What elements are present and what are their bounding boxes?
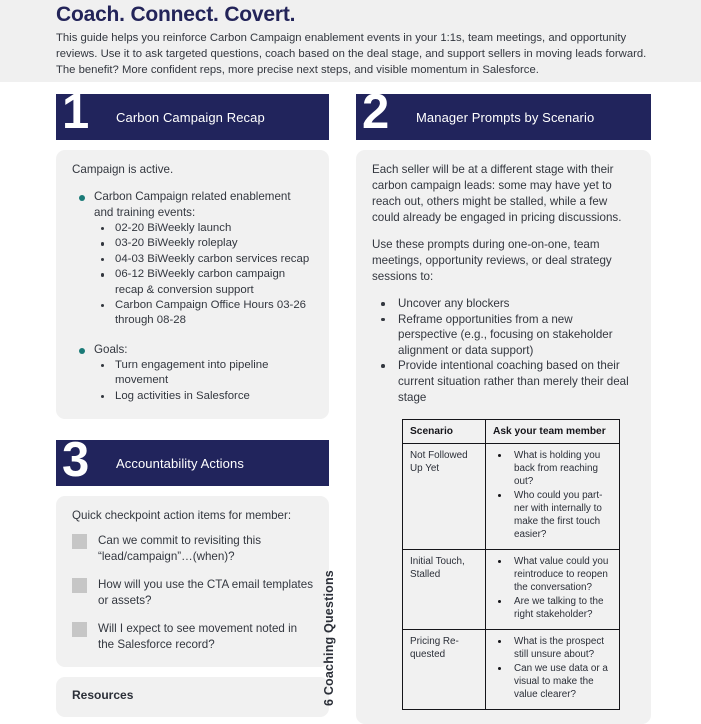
check-item-label: How will you use the CTA email templates or assets? [98,578,313,607]
column-header-ask: Ask your team member [486,420,620,444]
check-item-label: Can we commit to revisiting this “lead/campaign”…(when)? [98,534,262,563]
section-3-panel [56,496,329,667]
list-item: Uncover any blockers [372,296,635,312]
section-3-header [56,433,329,488]
list-item: Can we use data or a visual to make the value clearer? [493,662,613,701]
resources-panel [56,677,329,717]
content-columns [0,82,701,724]
list-item: Provide intentional coaching based on their current situation rather than merely their deal stage [372,358,635,405]
coaching-questions-label: 6 Coaching Questions [322,570,336,707]
page-banner [0,0,701,82]
coaching-questions-table [402,419,620,710]
list-item: What is holding you back from reaching out? [493,449,613,488]
cell-scenario: Initial Touch, Stalled [403,550,486,630]
cell-questions [486,550,620,630]
cell-scenario: Not Followed Up Yet [403,444,486,550]
section-1-header [56,85,329,140]
section-1-number: 1 [62,85,88,139]
campaign-status-text: Campaign is active. [72,163,174,176]
list-item: Carbon Campaign Office Hours 03-26 through 08-28 [94,298,313,329]
section-1-panel [56,150,329,419]
section-2-paragraph-1: Each seller will be at a different stage with their carbon campaign leads: some may have yet to reach out, others might be stalled, while a few could already be engaged in pricing discussions. [372,163,622,224]
page-title: Coach. Connect. Covert. [56,3,296,26]
list-item: 04-03 BiWeekly carbon services recap [94,252,313,267]
question-list [493,555,613,621]
check-item-label: Will I expect to see movement noted in the Salesforce record? [98,622,298,652]
table-row [403,630,620,710]
table-row [403,444,620,550]
check-item[interactable] [72,577,313,608]
checkbox-icon[interactable] [72,622,87,637]
resources-title: Resources [72,687,134,702]
section-2-paragraph-2: Use these prompts during one-on-one, team meetings, opportunity reviews, or deal strategy sessions to: [372,238,612,283]
group-label: Carbon Campaign related enablement and training events: [94,190,291,219]
question-list [493,635,613,701]
goals-sublist [94,358,313,404]
left-column [56,85,329,724]
section-2-number: 2 [362,85,388,139]
section-2-bullet-list [372,296,635,405]
list-item: Who could you part-ner with internally to make the first touch easier? [493,489,613,541]
list-item: What is the prospect still unsure about? [493,635,613,661]
list-item [72,189,313,329]
question-list [493,449,613,541]
section-3-number: 3 [62,433,88,488]
list-item: Turn engagement into pipeline movement [94,358,313,389]
cell-questions [486,444,620,550]
accountability-checklist [72,533,313,653]
section-2-header [356,85,651,140]
check-item[interactable] [72,621,313,652]
section-1-title: Carbon Campaign Recap [116,109,265,125]
section-2-panel [322,150,651,724]
coaching-questions-label-wrap [322,419,402,710]
table-header-row [403,420,620,444]
list-item: 03-20 BiWeekly roleplay [94,236,313,251]
list-item [72,342,313,404]
section-2-title: Manager Prompts by Scenario [416,109,595,125]
checkbox-icon[interactable] [72,534,87,549]
list-item: Reframe opportunities from a new perspective (e.g., focusing on stakeholder alignment or data support) [372,312,635,359]
list-item: 06-12 BiWeekly carbon campaign recap & conversion support [94,267,313,298]
section-1-group-list [72,189,313,404]
column-header-scenario: Scenario [403,420,486,444]
list-item: Log activities in Salesforce [94,389,313,404]
right-column [322,85,651,724]
section-3-title: Accountability Actions [116,455,244,471]
list-item: Are we talking to the right stakeholder? [493,595,613,621]
cell-questions [486,630,620,710]
coaching-questions-block [322,419,635,710]
cell-scenario: Pricing Re-quested [403,630,486,710]
events-sublist [94,221,313,329]
page-intro-text: This guide helps you reinforce Carbon Campaign enablement events in your 1:1s, team meetings, and opportunity reviews. Use it to ask targeted questions, coach based on the deal stage, and support sellers in moving leads forward. The benefit? More confident reps, more precise next steps, and visible momentum in Salesforce. [56,32,647,77]
group-label: Goals: [94,342,128,356]
checklist-intro: Quick checkpoint action items for member: [72,509,292,523]
list-item: 02-20 BiWeekly launch [94,221,313,236]
table-row [403,550,620,630]
check-item[interactable] [72,533,313,564]
list-item: What value could you reintroduce to reopen the conversation? [493,555,613,594]
checkbox-icon[interactable] [72,578,87,593]
